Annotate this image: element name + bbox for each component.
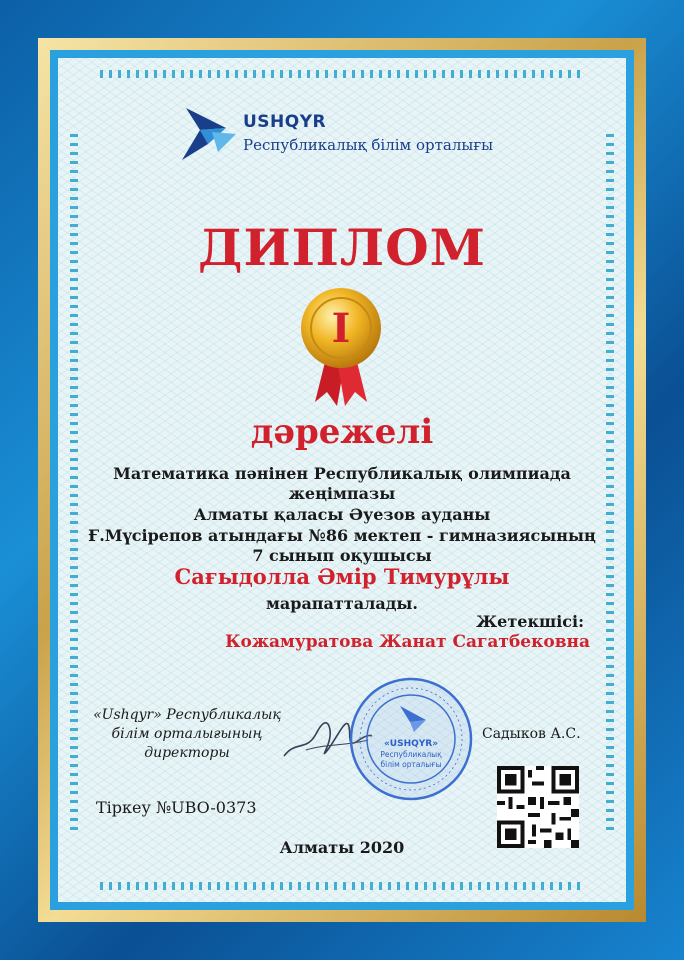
- stamp-text: «USHQYR»: [383, 739, 439, 749]
- diploma-title: ДИПЛОМ: [197, 218, 487, 277]
- gold-medal-icon: [293, 284, 389, 412]
- director-title: [92, 706, 282, 763]
- director-title-line: директоры: [144, 745, 230, 761]
- brand-name: USHQYR: [243, 112, 327, 132]
- official-stamp-icon: [348, 676, 474, 802]
- medal-numeral: I: [331, 305, 351, 352]
- achievement-line: жеңімпазы: [288, 484, 396, 503]
- brand-subtitle: Республикалық білім орталығы: [243, 136, 494, 154]
- school-line: Ғ.Мүсірепов атындағы №86 мектеп - гимназиясының: [88, 526, 596, 545]
- supervisor-name: Кожамуратова Жанат Сагатбековна: [225, 632, 590, 652]
- degree-label: дәрежелі: [250, 412, 434, 452]
- student-name: Сағыдолла Әмір Тимурұлы: [174, 564, 510, 589]
- ornament-bottom: [100, 882, 584, 890]
- stamp-text: білім орталығы: [380, 760, 442, 769]
- awarded-text: марапатталады.: [265, 594, 418, 613]
- registration-number: Тіркеу №UBO-0373: [96, 798, 257, 817]
- supervisor-label: Жетекшісі:: [476, 612, 584, 631]
- grade-line: 7 сынып оқушысы: [252, 546, 432, 565]
- city-year: Алматы 2020: [279, 838, 405, 857]
- qr-code-icon: [497, 766, 579, 848]
- director-name: Садыков А.С.: [482, 726, 581, 742]
- ornament-top: [100, 70, 584, 78]
- director-title-line: «Ushqyr» Республикалық: [93, 707, 281, 723]
- ushqyr-logo-icon: [178, 100, 240, 164]
- school-line: Алматы қаласы Әуезов ауданы: [193, 505, 491, 524]
- director-title-line: білім орталығының: [111, 726, 263, 742]
- achievement-line: Математика пәнінен Республикалық олимпиада: [113, 464, 571, 483]
- stamp-text: Республикалық: [380, 750, 442, 759]
